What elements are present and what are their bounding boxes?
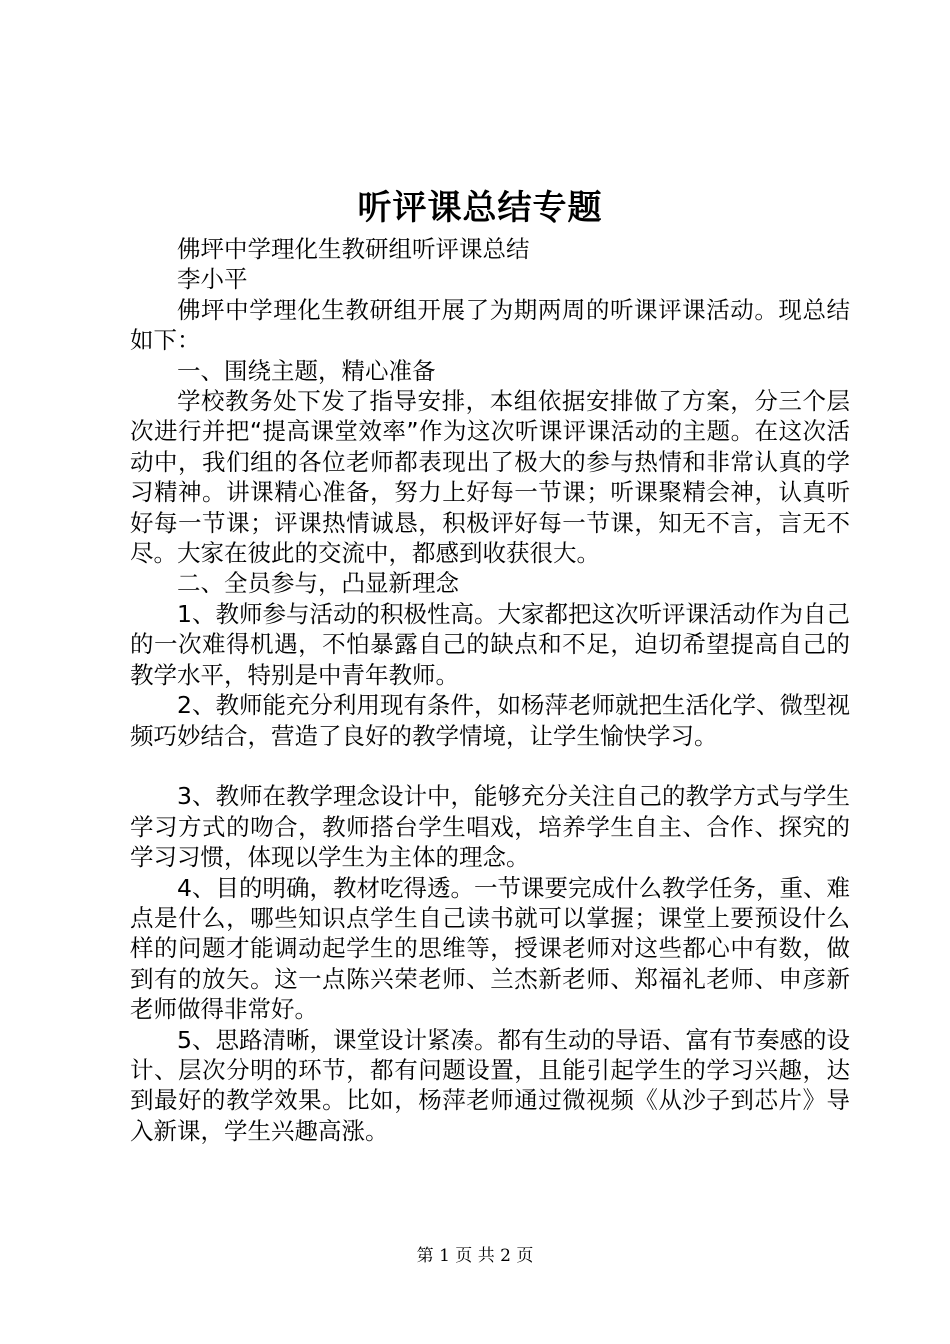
section-heading-2: 二、全员参与，凸显新理念 [177, 569, 459, 598]
paragraph-item-5: 5、思路清晰，课堂设计紧凑。都有生动的导语、富有节奏感的设计、层次分明的环节，都有问题设置，且能引起学生的学习兴趣，达到最好的教学效果。比如，杨萍老师通过微视频《从沙子到芯片》导入新课，学生兴趣高涨。 [130, 1025, 850, 1145]
page-footer: 第 1 页 共 2 页 [416, 1246, 534, 1266]
document-title: 听评课总结专题 [357, 188, 603, 228]
paragraph-item-1: 1、教师参与活动的积极性高。大家都把这次听评课活动作为自己的一次难得机遇，不怕暴露自己的缺点和不足，迫切希望提高自己的教学水平，特别是中青年教师。 [130, 599, 850, 689]
paragraph: 学校教务处下发了指导安排，本组依据安排做了方案，分三个层次进行并把“提高课堂效率”作为这次听课评课活动的主题。在这次活动中，我们组的各位老师都表现出了极大的参与热情和非常认真的学习精神。讲课精心准备，努力上好每一节课；听课聚精会神，认真听好每一节课；评课热情诚恳，积极评好每一节课，知无不言，言无不尽。大家在彼此的交流中，都感到收获很大。 [130, 387, 850, 568]
document-body [130, 234, 850, 1146]
blank-line [130, 751, 850, 781]
paragraph-item-2: 2、教师能充分利用现有条件，如杨萍老师就把生活化学、微型视频巧妙结合，营造了良好的教学情境，让学生愉快学习。 [130, 691, 850, 750]
paragraph-intro: 佛坪中学理化生教研组开展了为期两周的听课评课活动。现总结如下： [130, 295, 850, 355]
section-heading-1: 一、围绕主题，精心准备 [177, 356, 436, 385]
paragraph-item-3: 3、教师在教学理念设计中，能够充分关注自己的教学方式与学生学习方式的吻合，教师搭台学生唱戏，培养学生自主、合作、探究的学习习惯，体现以学生为主体的理念。 [130, 782, 850, 872]
paragraph-author: 李小平 [177, 265, 248, 294]
paragraph-item-4: 4、目的明确，教材吃得透。一节课要完成什么教学任务，重、难点是什么，哪些知识点学生自己读书就可以掌握；课堂上要预设什么样的问题才能调动起学生的思维等，授课老师对这些都心中有数，做到有的放矢。这一点陈兴荣老师、兰杰新老师、郑福礼老师、申彦新老师做得非常好。 [130, 873, 850, 1024]
paragraph-subtitle: 佛坪中学理化生教研组听评课总结 [177, 235, 530, 263]
